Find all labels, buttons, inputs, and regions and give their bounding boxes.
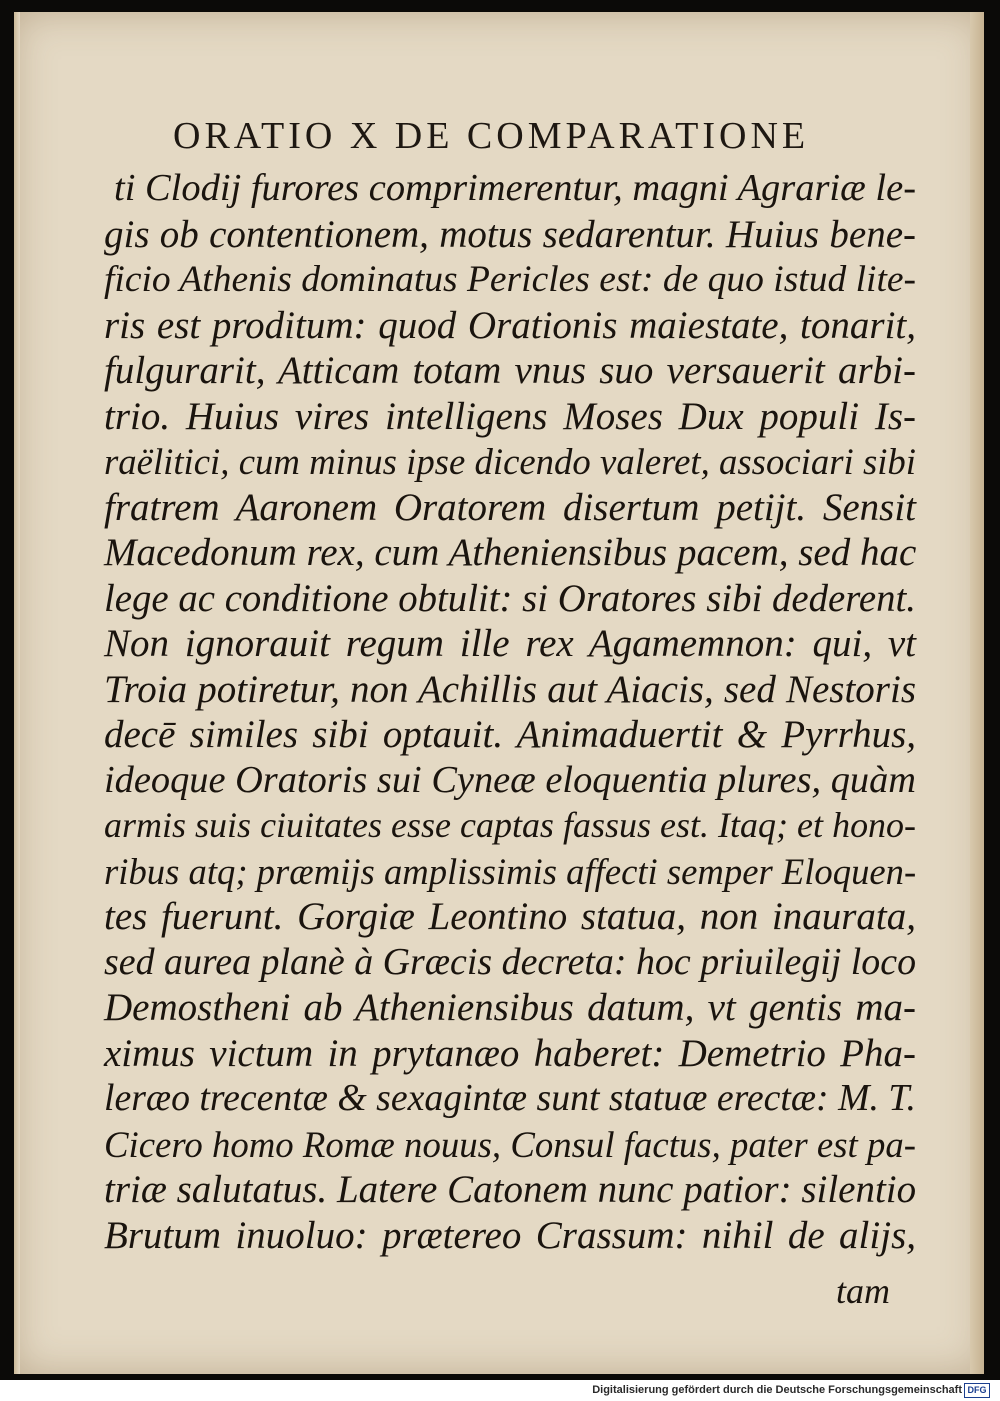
text-line: Troia potiretur, non Achillis aut Aiacis, sed Nestoris (104, 667, 916, 711)
funding-credit: Digitalisierung gefördert durch die Deutsche Forschungsgemeinschaft (592, 1384, 962, 1396)
text-line: Demostheni ab Atheniensibus datum, vt gentis ma- (104, 986, 916, 1029)
text-line: lege ac conditione obtulit: si Oratores sibi dederent. (104, 576, 916, 620)
text-line: trio. Huius vires intelligens Moses Dux populi Is- (104, 394, 916, 438)
running-head: ORATIO X DE COMPARATIONE (173, 115, 810, 157)
text-line: fratrem Aaronem Oratorem disertum petijt. Sensit (104, 485, 916, 529)
text-line: gis ob contentionem, motus sedarentur. Huius bene- (104, 212, 916, 256)
text-line: leræo trecentæ & sexagintæ sunt statuæ erectæ: M. T. (104, 1077, 916, 1119)
catchword: tam (836, 1271, 890, 1311)
text-line: fulgurarit, Atticam totam vnus suo versauerit arbi- (104, 349, 916, 392)
text-line: sed aurea planè à Græcis decreta: hoc priuilegij loco (104, 940, 917, 983)
text-line: ribus atq; præmijs amplissimis affecti semper Eloquen- (104, 850, 917, 892)
text-line: ris est proditum: quod Orationis maiestate, tonarit, (104, 303, 916, 347)
text-line: Cicero homo Romæ nouus, Consul factus, pater est pa- (104, 1123, 916, 1165)
text-line: ti Clodij furores comprimerentur, magni Agrariæ le- (114, 167, 916, 209)
text-line: triæ salutatus. Latere Catonem nunc patior: silentio (104, 1168, 917, 1211)
dfg-logo-icon[interactable]: DFG (964, 1383, 990, 1398)
text-line: Macedonum rex, cum Atheniensibus pacem, sed hac (104, 531, 917, 574)
text-line: raëlitici, cum minus ipse dicendo valeret, associari sibi (104, 441, 916, 482)
text-line: decē similes sibi optauit. Animaduertit & Pyrrhus, (104, 713, 916, 756)
body-text (104, 166, 916, 1258)
page-edge (970, 12, 984, 1374)
text-line: armis suis ciuitates esse captas fassus est. Itaq; et hono- (104, 805, 916, 845)
footer-bar (0, 1380, 1000, 1401)
text-line: ideoque Oratoris sui Cyneæ eloquentia plures, quàm (104, 758, 916, 801)
text-line: Non ignorauit regum ille rex Agamemnon: qui, vt (104, 622, 916, 665)
text-line: ficio Athenis dominatus Pericles est: de quo istud lite- (104, 259, 917, 300)
page-gutter (14, 12, 20, 1374)
text-line: ximus victum in prytanæo haberet: Demetrio Pha- (104, 1031, 916, 1075)
text-line: tes fuerunt. Gorgiæ Leontino statua, non inaurata, (104, 895, 916, 938)
text-line: Brutum inuoluo: prætereo Crassum: nihil de alijs, (104, 1213, 916, 1257)
